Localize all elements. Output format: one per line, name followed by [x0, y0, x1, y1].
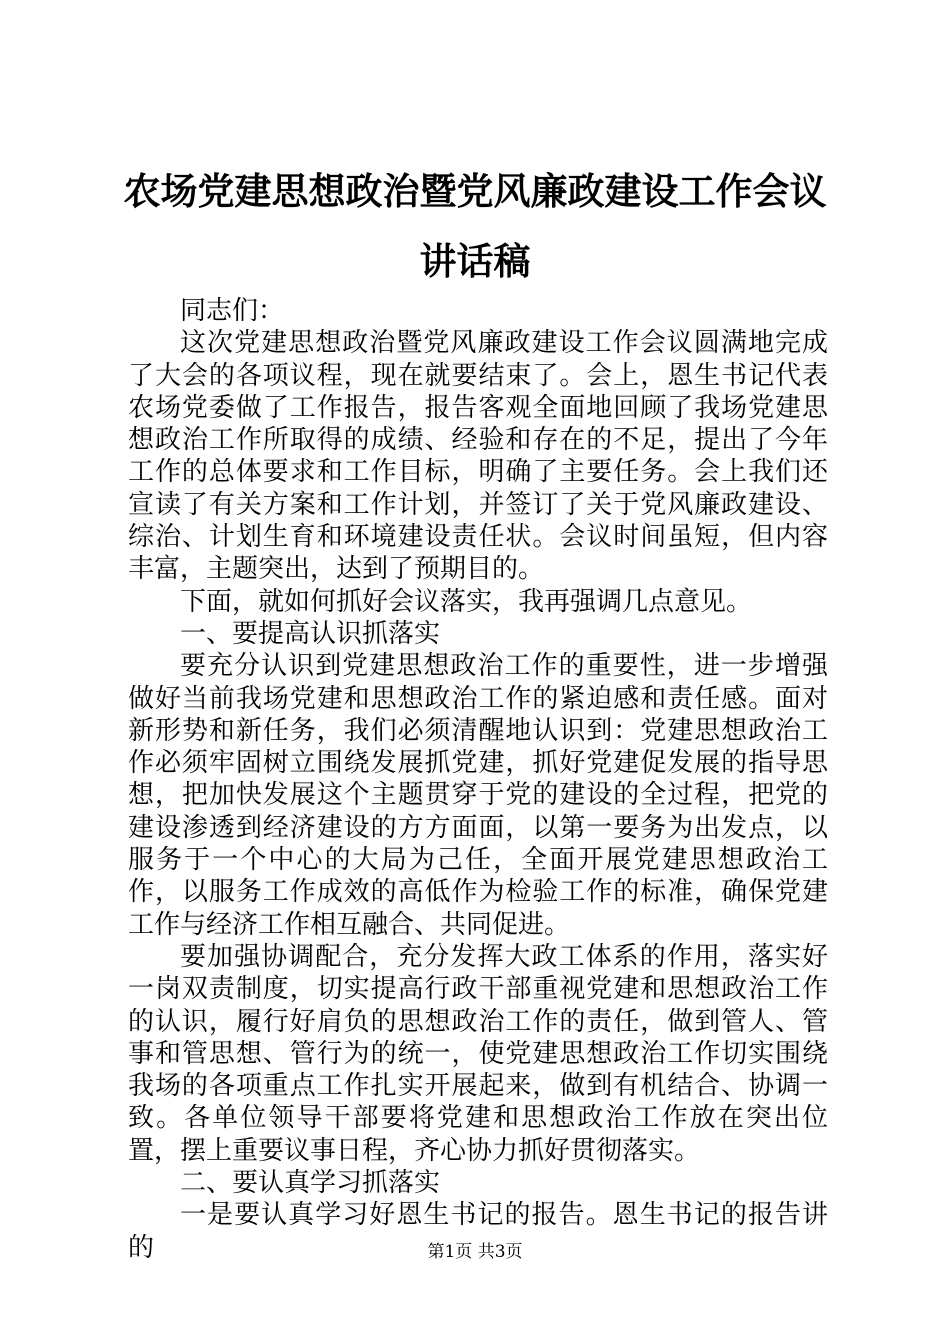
paragraph-salutation: 同志们：	[180, 296, 285, 326]
document-title: 农场党建思想政治暨党风廉政建设工作会议讲话稿	[123, 169, 827, 283]
section-heading: 二、要认真学习抓落实	[180, 1168, 441, 1199]
section-heading: 一、要提高认识抓落实	[180, 618, 441, 649]
paragraph: 要充分认识到党建思想政治工作的重要性，进一步增强做好当前我场党建和思想政治工作的紧迫感和责任感。面对新形势和新任务，我们必须清醒地认识到：党建思想政治工作必须牢固树立围绕发展抓党建，抓好党建促发展的指导思想，把加快发展这个主题贯穿于党的建设的全过程，把党的建设渗透到经济建设的方方面面，以第一要务为出发点，以服务于一个中心的大局为己任，全面开展党建思想政治工作，以服务工作成效的高低作为检验工作的标准，确保党建工作与经济工作相互融合、共同促进。	[128, 651, 828, 940]
paragraph: 下面，就如何抓好会议落实，我再强调几点意见。	[180, 586, 753, 617]
page-number-footer: 第1页 共3页	[427, 1242, 523, 1262]
paragraph: 要加强协调配合，充分发挥大政工体系的作用，落实好一岗双责制度，切实提高行政干部重视党建和思想政治工作的认识，履行好肩负的思想政治工作的责任，做到管人、管事和管思想、管行为的统一，使党建思想政治工作切实围绕我场的各项重点工作扎实开展起来，做到有机结合、协调一致。各单位领导干部要将党建和思想政治工作放在突出位置，摆上重要议事日程，齐心协力抓好贯彻落实。	[128, 941, 828, 1166]
paragraph: 这次党建思想政治暨党风廉政建设工作会议圆满地完成了大会的各项议程，现在就要结束了。会上，恩生书记代表农场党委做了工作报告，报告客观全面地回顾了我场党建思想政治工作所取得的成绩、经验和存在的不足，提出了今年工作的总体要求和工作目标，明确了主要任务。会上我们还宣读了有关方案和工作计划，并签订了关于党风廉政建设、综治、计划生育和环境建设责任状。会议时间虽短，但内容丰富，主题突出，达到了预期目的。	[128, 328, 828, 585]
paragraph: 一是要认真学习好恩生书记的报告。恩生书记的报告讲的	[128, 1200, 828, 1263]
document-body	[128, 295, 828, 1264]
